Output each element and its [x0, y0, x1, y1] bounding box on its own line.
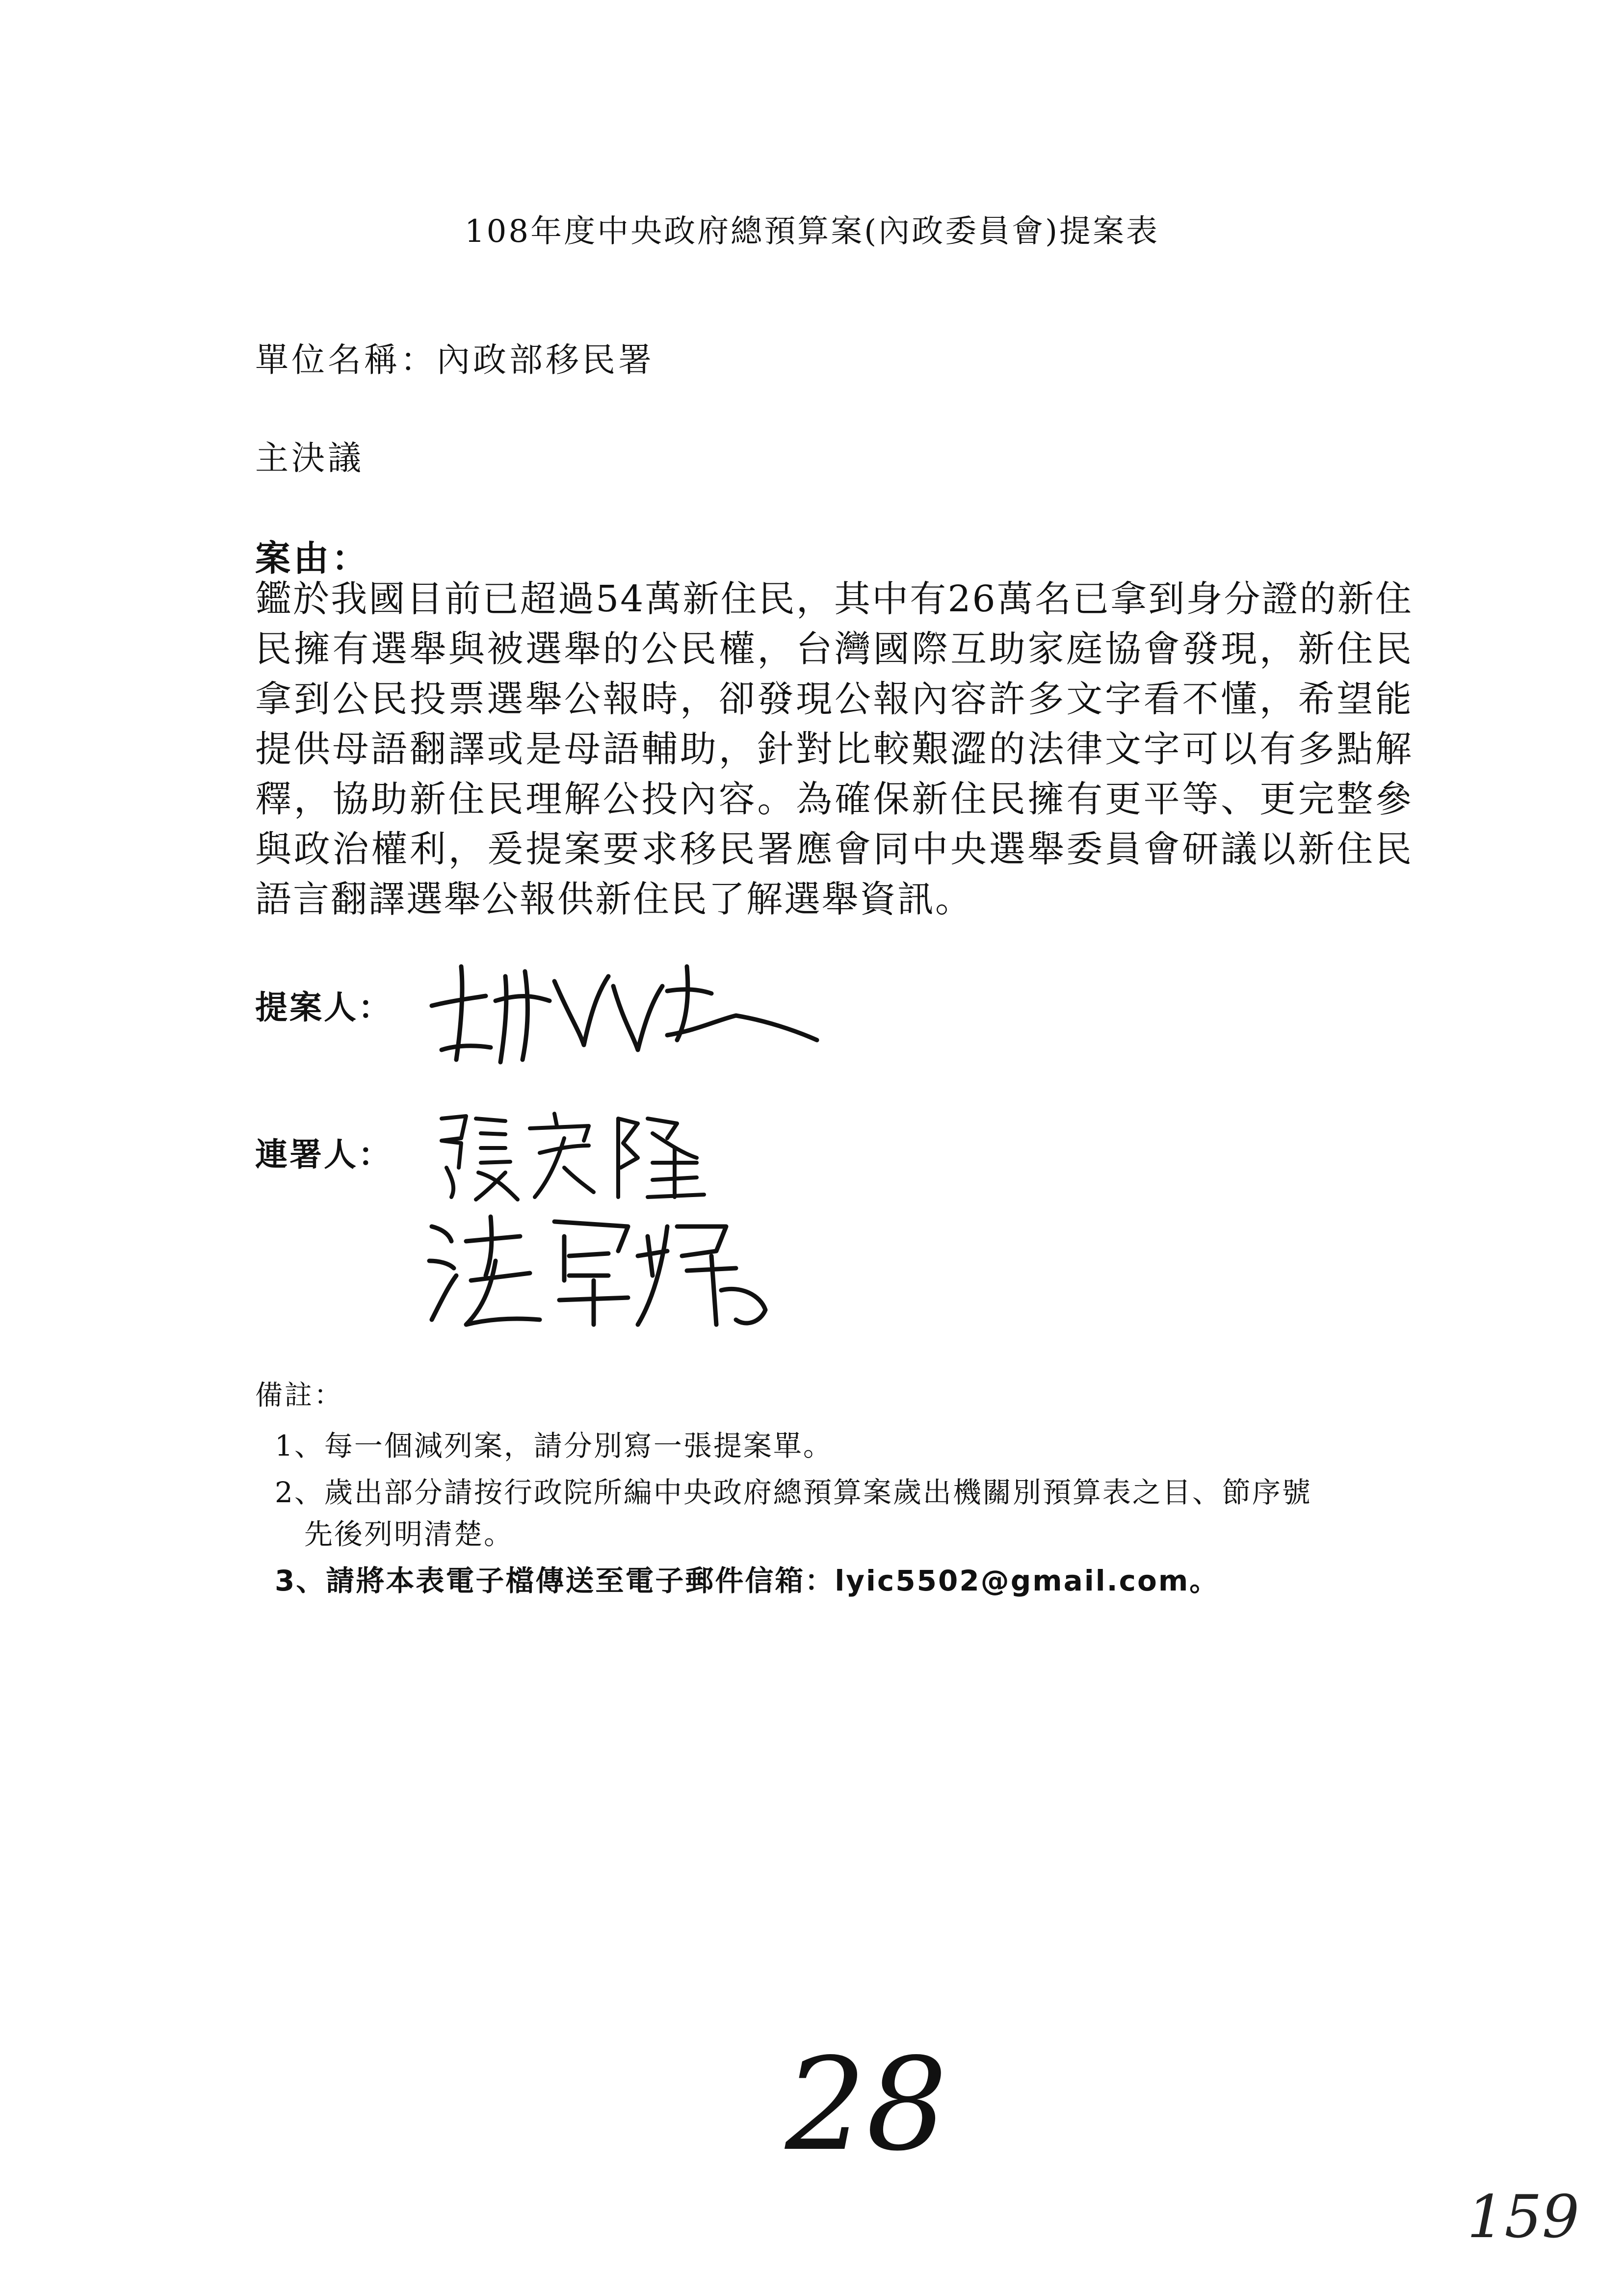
handwritten-corner-number: [1462, 2168, 1599, 2267]
handwritten-page-number: [775, 2031, 962, 2178]
notes-heading: 備註：: [255, 1380, 343, 1411]
note-item-2: 2、歲出部分請按行政院所編中央政府總預算案歲出機關別預算表之目、節序號: [275, 1476, 1312, 1509]
note-item-2-continued: 先後列明清楚。: [304, 1517, 514, 1551]
document-title: 108年度中央政府總預算案(內政委員會)提案表: [464, 213, 1160, 250]
cosigner-label: 連署人：: [255, 1136, 393, 1174]
handwritten-corner-number-text: 159: [1467, 2183, 1580, 2251]
reason-heading: 案由：: [255, 537, 370, 579]
proposer-label: 提案人：: [255, 989, 393, 1026]
resolution-type: 主決議: [255, 439, 365, 478]
note-item-1: 1、每一個減列案，請分別寫一張提案單。: [275, 1429, 833, 1462]
cosigner-signature-2: [422, 1207, 775, 1334]
proposer-signature: [422, 947, 824, 1074]
handwritten-page-number-text: 28: [785, 2031, 947, 2178]
unit-name-line: 單位名稱：內政部移民署: [255, 341, 655, 380]
note-item-3: 3、請將本表電子檔傳送至電子郵件信箱：lyic5502@gmail.com。: [275, 1564, 1220, 1597]
cosigner-signature-1: [432, 1099, 716, 1207]
reason-body: 鑑於我國目前已超過54萬新住民，其中有26萬名已拿到身分證的新住民擁有選舉與被選舉的公民權，台灣國際互助家庭協會發現，新住民拿到公民投票選舉公報時，卻發現公報內容許多文字看不懂，希望能提供母語翻譯或是母語輔助，針對比較艱澀的法律文字可以有多點解釋，協助新住民理解公投內容。為確保新住民擁有更平等、更完整參與政治權利，爰提案要求移民署應會同中央選舉委員會研議以新住民語言翻譯選舉公報供新住民了解選舉資訊。: [255, 578, 1413, 920]
